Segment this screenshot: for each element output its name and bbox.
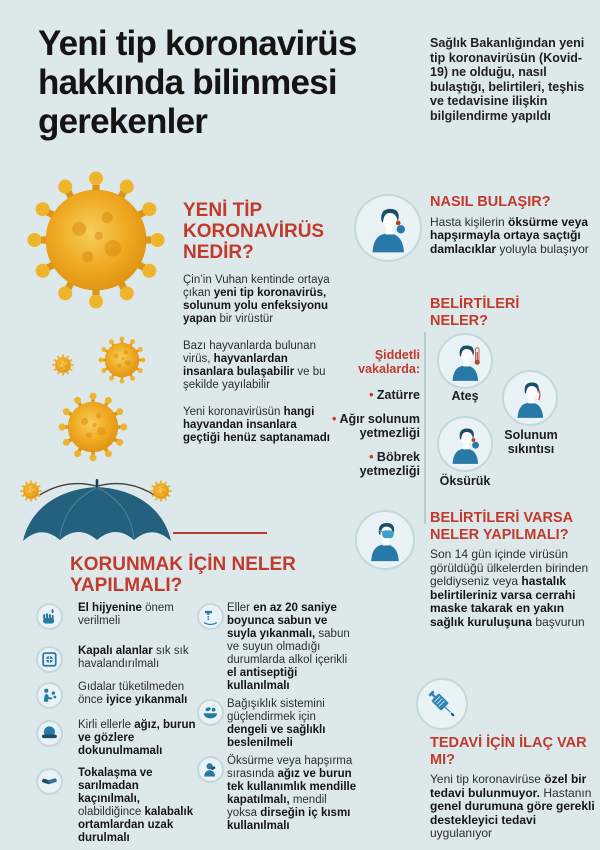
section-title: BELİRTİLERİ VARSA NELER YAPILMALI?	[430, 510, 573, 543]
severe-cases-block	[325, 348, 420, 488]
face-touch-icon	[36, 720, 63, 747]
prevention-text: Öksürme veya hapşırma sırasında ağız ve burun tek kullanımlık mendille kapatılmalı, mendil yoksa dirseğin iç kısmı kullanılmalı	[227, 755, 357, 832]
handshake-icon	[36, 768, 63, 795]
virus-illustration-large	[26, 170, 166, 310]
syringe-icon	[416, 678, 468, 730]
section-prevention-title: KORUNMAK İÇİN NELER YAPILMALI?	[70, 554, 296, 596]
prevention-item	[197, 755, 359, 833]
coughing-person-icon	[354, 194, 422, 262]
prevention-text: Bağışıklık sistemini güçlendirmek için dengeli ve sağlıklı beslenilmeli	[227, 698, 326, 749]
prevention-item	[36, 719, 202, 758]
severe-cases-title: Şiddetli vakalarda:	[358, 348, 420, 376]
breathing-difficulty-icon	[502, 370, 558, 426]
section-symptoms-title: BELİRTİLERİ NELER?	[430, 296, 520, 329]
symptom-label: Ateş	[451, 389, 479, 403]
paragraph: Bazı hayvanlarda bulunan virüs, hayvanlardan insanlara bulaşabilir ve bu şekilde yayılabilir	[183, 340, 326, 391]
prevention-text: El hijyenine önem verilmeli	[78, 602, 174, 627]
virus-illustration-small	[52, 354, 74, 376]
vertical-divider	[424, 332, 426, 524]
red-divider-line	[173, 532, 267, 534]
paragraph: Yeni koronavirüsün hangi hayvandan insanlara geçtiği henüz saptanamadı	[183, 406, 330, 444]
section-title: YENİ TİP KORONAVİRÜS NEDİR?	[183, 200, 325, 263]
section-treatment	[430, 735, 598, 841]
prevention-item	[36, 645, 202, 671]
severe-case-item: • Zatürre	[325, 388, 420, 402]
prevention-text: Tokalaşma ve sarılmadan kaçınılmalı, olabildiğince kalabalık ortamlardan uzak durulmalı	[78, 767, 194, 844]
food-washing-icon	[36, 682, 63, 709]
severe-case-item: • Ağır solunum yetmezliği	[325, 412, 420, 440]
paragraph: Çin’in Vuhan kentinde ortaya çıkan yeni tip koronavirüs, solunum yolu enfeksiyonu yapan bir virüstür	[183, 274, 330, 325]
symptom-label: Öksürük	[439, 474, 491, 488]
prevention-item	[36, 681, 202, 707]
section-title: TEDAVİ İÇİN İLAÇ VAR MI?	[430, 735, 587, 768]
section-how-spreads	[430, 194, 590, 256]
section-what-is-virus	[183, 200, 335, 459]
section-text: Hasta kişilerin öksürme veya hapşırmayla ortaya saçtığı damlacıklar yoluyla bulaşıyor	[430, 214, 589, 256]
cough-icon	[437, 416, 493, 472]
fever-icon	[437, 333, 493, 389]
prevention-text: Gıdalar tüketilmeden önce iyice yıkanmalı	[78, 681, 188, 706]
severe-case-item: • Böbrek yetmezliği	[325, 450, 420, 478]
virus-illustration-medium	[98, 336, 146, 384]
prevention-text: Kirli ellerle ağız, burun ve gözlere dokunulmamalı	[78, 719, 196, 757]
healthy-diet-icon	[197, 699, 224, 726]
prevention-item	[197, 698, 359, 750]
prevention-item	[36, 602, 202, 628]
umbrella-illustration	[14, 476, 180, 562]
ventilation-icon	[36, 646, 63, 673]
prevention-item	[197, 602, 359, 693]
intro-text: Sağlık Bakanlığından yeni tip koronavirüsün (Kovid-19) ne olduğu, nasıl bulaştığı, belirtileri, teşhis ve tedavisine ilişkin bilgilendirme yapıldı	[430, 36, 585, 123]
cough-etiquette-icon	[197, 756, 224, 783]
section-text: Son 14 gün içinde virüsün görüldüğü ülkelerden birinden geldiyseniz veya hastalık belirtileriniz varsa cerrahi maske takarak en yakın sağlık kuruluşuna başvurun	[430, 547, 589, 629]
prevention-text: Kapalı alanlar sık sık havalandırılmalı	[78, 645, 189, 670]
prevention-item	[36, 767, 202, 845]
virus-illustration-medium-2	[58, 392, 128, 462]
hand-washing-icon	[197, 603, 224, 630]
page-title: Yeni tip koronavirüs hakkında bilinmesi gerekenler	[38, 24, 357, 141]
symptom-label: Solunum sıkıntısı	[504, 428, 558, 456]
section-text: Yeni tip koronavirüse özel bir tedavi bulunmuyor. Hastanın genel durumuna göre gerekli destekleyici tedavi uygulanıyor	[430, 772, 595, 840]
hand-hygiene-icon	[36, 603, 63, 630]
masked-person-icon	[355, 510, 415, 570]
section-if-symptoms	[430, 510, 592, 629]
prevention-text: Eller en az 20 saniye boyunca sabun ve suyla yıkanmalı, sabun ve suyun olmadığı durumlarda alkol içerikli el antiseptiği kullanılmalı	[227, 602, 350, 692]
section-title: NASIL BULAŞIR?	[430, 194, 551, 210]
